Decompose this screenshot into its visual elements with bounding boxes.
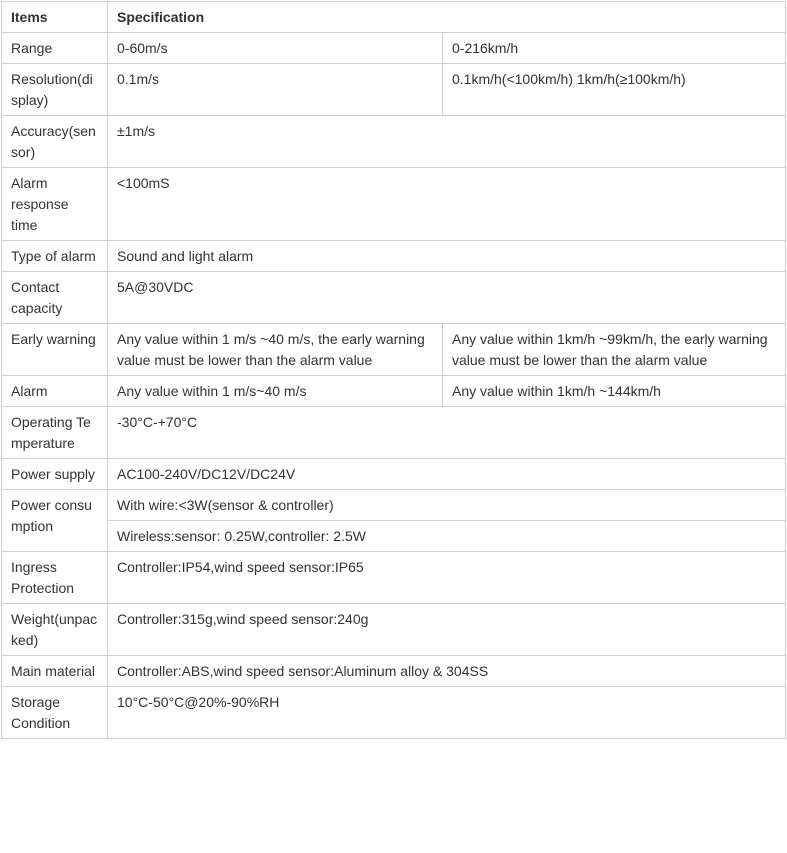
table-row <box>2 168 786 241</box>
table-row <box>2 272 786 324</box>
row-label: Resolution(display) <box>2 64 108 116</box>
row-value: Any value within 1 m/s ~40 m/s, the early warning value must be lower than the alarm value <box>108 324 443 376</box>
table-row <box>2 241 786 272</box>
row-value: Controller:IP54,wind speed sensor:IP65 <box>108 552 786 604</box>
row-label: Power consumption <box>2 490 108 552</box>
row-value: Any value within 1 m/s~40 m/s <box>108 376 443 407</box>
row-value: Wireless:sensor: 0.25W,controller: 2.5W <box>108 521 786 552</box>
row-label: Alarm response time <box>2 168 108 241</box>
row-value: Any value within 1km/h ~144km/h <box>443 376 786 407</box>
table-row <box>2 459 786 490</box>
row-label: Power supply <box>2 459 108 490</box>
row-value: Controller:ABS,wind speed sensor:Aluminum alloy & 304SS <box>108 656 786 687</box>
table-row <box>2 64 786 116</box>
row-label: Alarm <box>2 376 108 407</box>
table-header-row <box>2 2 786 33</box>
row-label: Weight(unpacked) <box>2 604 108 656</box>
row-label: Early warning <box>2 324 108 376</box>
row-label: Ingress Protection <box>2 552 108 604</box>
row-label: Contact capacity <box>2 272 108 324</box>
table-row <box>2 376 786 407</box>
table-row <box>2 407 786 459</box>
row-value: Sound and light alarm <box>108 241 786 272</box>
row-label: Range <box>2 33 108 64</box>
row-value: ±1m/s <box>108 116 786 168</box>
table-row <box>2 116 786 168</box>
row-label: Main material <box>2 656 108 687</box>
row-value: Controller:315g,wind speed sensor:240g <box>108 604 786 656</box>
row-value: 5A@30VDC <box>108 272 786 324</box>
row-value: Any value within 1km/h ~99km/h, the early warning value must be lower than the alarm value <box>443 324 786 376</box>
table-row <box>2 490 786 521</box>
header-specification: Specification <box>108 2 786 33</box>
row-value: <100mS <box>108 168 786 241</box>
table-row <box>2 521 786 552</box>
row-value: 10°C-50°C@20%-90%RH <box>108 687 786 739</box>
table-row <box>2 552 786 604</box>
row-label: Type of alarm <box>2 241 108 272</box>
specification-table <box>1 1 786 739</box>
table-row <box>2 656 786 687</box>
table-row <box>2 33 786 64</box>
row-value: 0.1km/h(<100km/h) 1km/h(≥100km/h) <box>443 64 786 116</box>
table-row <box>2 324 786 376</box>
row-value: AC100-240V/DC12V/DC24V <box>108 459 786 490</box>
row-value: -30°C-+70°C <box>108 407 786 459</box>
header-items: Items <box>2 2 108 33</box>
table-row <box>2 687 786 739</box>
table-row <box>2 604 786 656</box>
row-value: 0.1m/s <box>108 64 443 116</box>
row-label: Accuracy(sensor) <box>2 116 108 168</box>
row-label: Operating Temperature <box>2 407 108 459</box>
row-label: Storage Condition <box>2 687 108 739</box>
row-value: With wire:<3W(sensor & controller) <box>108 490 786 521</box>
row-value: 0-60m/s <box>108 33 443 64</box>
row-value: 0-216km/h <box>443 33 786 64</box>
